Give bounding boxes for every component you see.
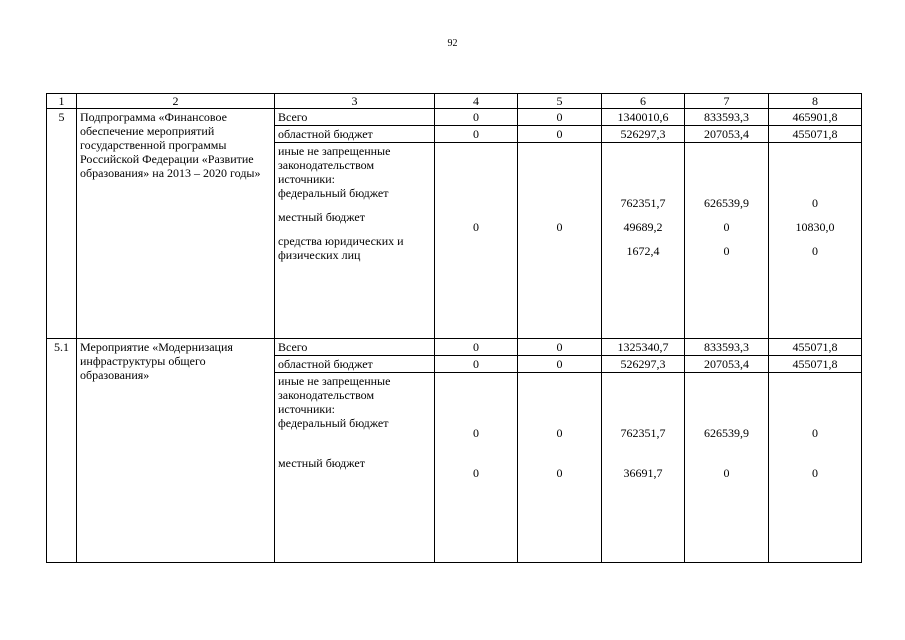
column-header: 6 [602, 94, 685, 109]
value-cell: 455071,8 [769, 126, 862, 143]
local-budget-value: 36691,7 [623, 466, 663, 480]
value-cell: 0 [518, 339, 602, 356]
column-header: 1 [47, 94, 77, 109]
value-cell: 455071,8 [769, 339, 862, 356]
federal-budget-value: 626539,9 [704, 196, 749, 210]
federal-budget-value: 762351,7 [620, 426, 666, 440]
value-cell: 465901,8 [769, 109, 862, 126]
row-label: Всего [275, 339, 435, 356]
value-cell: 526297,3 [602, 356, 685, 373]
section-number: 5.1 [47, 339, 77, 563]
value-cell: 833593,3 [685, 339, 769, 356]
federal-budget-value: 626539,9 [704, 426, 749, 440]
section-number: 5 [47, 109, 77, 339]
value-cell: 0 [518, 356, 602, 373]
section-title: Подпрограмма «Финансовое обеспечение мероприятий государственной программы Российской Федерации «Развитие образования» на 2013 – 2020 годы» [77, 109, 275, 339]
other-sources-label: иные не запрещенные законодательством источники: [278, 374, 391, 416]
row-label: Всего [275, 109, 435, 126]
section-total-row [47, 339, 862, 356]
value-cell: 1340010,6 [602, 109, 685, 126]
column-header: 3 [275, 94, 435, 109]
column-header: 2 [77, 94, 275, 109]
local-budget-value: 0 [473, 466, 479, 480]
federal-budget-value: 0 [812, 426, 818, 440]
legal-entities-value: 0 [812, 244, 818, 258]
local-budget-value: 0 [723, 466, 730, 480]
section-title: Мероприятие «Модернизация инфраструктуры общего образования» [77, 339, 275, 563]
value-cell: 0 [435, 356, 518, 373]
federal-budget-value: 762351,7 [620, 196, 666, 210]
value-cell: 0 [518, 126, 602, 143]
federal-budget-value: 0 [812, 196, 818, 210]
local-budget-label: местный бюджет [278, 456, 365, 470]
other-sources-label: иные не запрещенные законодательством источники: [278, 144, 391, 186]
federal-budget-label: федеральный бюджет [278, 416, 389, 430]
section-total-row [47, 109, 862, 126]
value-cell: 0 [435, 339, 518, 356]
value-cell: 1325340,7 [602, 339, 685, 356]
legal-entities-label: средства юридических и физических лиц [278, 234, 404, 262]
local-budget-value: 10830,0 [795, 220, 835, 234]
value-cell: 207053,4 [685, 126, 769, 143]
row-label: областной бюджет [275, 356, 435, 373]
federal-budget-label: федеральный бюджет [278, 186, 389, 200]
legal-entities-value: 0 [723, 244, 730, 258]
value-cell: 526297,3 [602, 126, 685, 143]
value-cell: 0 [518, 109, 602, 126]
value-cell: 0 [435, 126, 518, 143]
local-budget-value: 0 [556, 466, 563, 480]
header-row [47, 94, 862, 109]
local-budget-value: 0 [473, 220, 479, 234]
local-budget-value: 0 [556, 220, 563, 234]
column-header: 8 [769, 94, 862, 109]
value-cell: 455071,8 [769, 356, 862, 373]
local-budget-value: 49689,2 [623, 220, 663, 234]
federal-budget-value: 0 [473, 426, 479, 440]
column-header: 5 [518, 94, 602, 109]
legal-entities-value: 1672,4 [626, 244, 660, 258]
row-label: областной бюджет [275, 126, 435, 143]
value-cell: 207053,4 [685, 356, 769, 373]
budget-table [46, 93, 862, 563]
value-cell: 0 [435, 109, 518, 126]
page-number: 92 [447, 38, 458, 49]
federal-budget-value: 0 [556, 426, 563, 440]
local-budget-value: 0 [723, 220, 730, 234]
value-cell: 833593,3 [685, 109, 769, 126]
column-header: 4 [435, 94, 518, 109]
column-header: 7 [685, 94, 769, 109]
local-budget-value: 0 [812, 466, 818, 480]
local-budget-label: местный бюджет [278, 210, 365, 224]
